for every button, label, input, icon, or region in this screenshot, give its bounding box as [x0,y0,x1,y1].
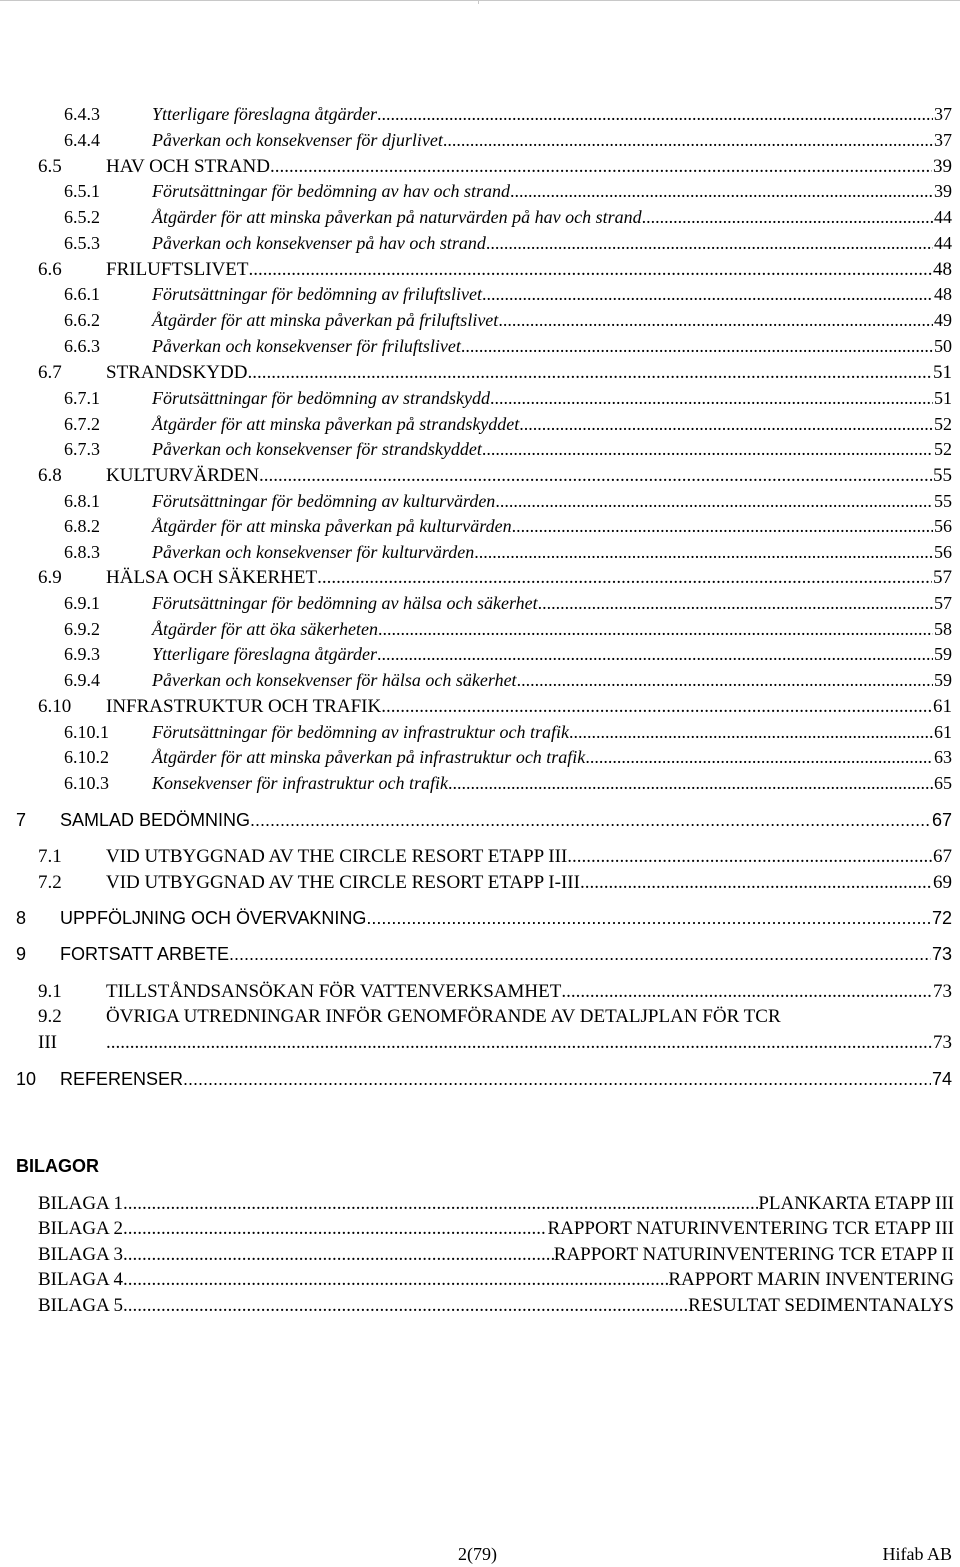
toc-label: ÖVRIGA UTREDNINGAR INFÖR GENOMFÖRANDE AV DETALJPLAN FÖR TCR [106,1006,781,1027]
toc-entry[interactable] [0,233,952,257]
toc-leader-dots [510,181,933,202]
bilaga-leader-dots [123,1269,668,1291]
toc-number: 6.4.3 [64,104,100,124]
toc-number: 6.9.3 [64,644,100,664]
toc-entry[interactable] [0,846,952,870]
toc-label: TILLSTÅNDSANSÖKAN FÖR VATTENVERKSAMHET [106,981,562,1002]
toc-number: 6.6.2 [64,310,100,330]
toc-page-number: 73 [933,981,952,1002]
toc-leader-dots [378,619,933,640]
toc-number: 6.6.1 [64,284,100,304]
toc-leader-dots [461,336,933,357]
toc-number: 6.7.1 [64,388,100,408]
toc-entry[interactable] [0,284,952,308]
toc-label: Påverkan och konsekvenser på hav och strand [152,233,486,253]
bilaga-label: BILAGA 2 [38,1218,123,1239]
top-border [0,0,960,1]
toc-number: 9.2 [38,1006,62,1027]
toc-label: REFERENSER [60,1069,184,1089]
toc-label: Påverkan och konsekvenser för strandskyddet [152,439,482,459]
toc-page-number: 37 [934,130,952,150]
bilagor-heading: BILAGOR [16,1156,99,1176]
toc-entry[interactable] [0,872,952,896]
toc-label: SAMLAD BEDÖMNING [60,810,251,830]
bilaga-entry[interactable] [38,1244,954,1268]
toc-entry[interactable] [0,619,952,643]
top-border-tick [478,0,479,4]
toc-entry[interactable] [0,388,952,412]
toc-number: 6.9.4 [64,670,100,690]
toc-entry[interactable] [0,414,952,438]
toc-leader-dots [270,156,932,178]
toc-number: 6.7.3 [64,439,100,459]
toc-leader-dots [317,567,932,589]
toc-page-number: 57 [933,567,952,588]
toc-leader-dots [247,362,932,384]
toc-number: 6.8.3 [64,542,100,562]
toc-entry-line1 [0,1006,952,1030]
toc-label: Åtgärder för att minska påverkan på kulturvärden [152,516,512,536]
bilaga-title: RESULTAT SEDIMENTANALYS [688,1295,954,1316]
toc-page-number: 73 [931,944,952,964]
toc-entry-10[interactable] [0,1069,952,1093]
toc-label: Åtgärder för att minska påverkan på naturvärden på hav och strand [152,207,642,227]
toc-number: 9.1 [38,981,62,1002]
bilaga-entry[interactable] [38,1269,954,1293]
bilaga-leader-dots [123,1244,554,1266]
toc-entry[interactable] [0,747,952,771]
toc-entry[interactable] [0,336,952,360]
toc-label: Ytterligare föreslagna åtgärder [152,644,377,664]
toc-number: 6.6.3 [64,336,100,356]
toc-label: VID UTBYGGNAD AV THE CIRCLE RESORT ETAPP I-III [106,872,580,893]
toc-label-continued: III [38,1032,57,1053]
toc-entry[interactable] [0,567,952,591]
toc-number: 6.8.2 [64,516,100,536]
toc-leader-dots [490,388,933,409]
toc-entry[interactable] [0,259,952,283]
bilaga-leader-dots [123,1295,688,1317]
toc-page-number: 52 [934,414,952,434]
toc-leader-dots [517,670,933,691]
toc-leader-dots [229,944,931,965]
bilaga-leader-dots [123,1193,758,1215]
toc-leader-dots [366,908,931,929]
toc-page-number: 61 [933,696,952,717]
toc-leader-dots [482,439,933,460]
toc-label: FORTSATT ARBETE [60,944,230,964]
toc-number: 6.10 [38,696,72,717]
toc-label: Påverkan och konsekvenser för friluftslivet [152,336,461,356]
toc-label: INFRASTRUKTUR OCH TRAFIK [106,696,382,717]
toc-leader-dots [377,104,933,125]
bilaga-title: RAPPORT NATURINVENTERING TCR ETAPP III [547,1218,954,1239]
toc-label: Förutsättningar för bedömning av hälsa och säkerhet [152,593,538,613]
toc-leader-dots [443,130,933,151]
toc-leader-dots [538,593,933,614]
toc-label: HÄLSA OCH SÄKERHET [106,567,318,588]
toc-number: 6.9.1 [64,593,100,613]
toc-number: 6.5 [38,156,62,177]
toc-number: 6.6 [38,259,62,280]
toc-number: 6.10.3 [64,773,109,793]
toc-entry[interactable] [0,670,952,694]
toc-entry-line2 [0,1032,952,1056]
footer-page-number: 2(79) [458,1544,497,1564]
toc-page-number: 44 [934,207,952,227]
toc-page-number: 63 [934,747,952,767]
toc-entry[interactable] [0,593,952,617]
toc-number: 6.8 [38,465,62,486]
bilaga-title: RAPPORT NATURINVENTERING TCR ETAPP II [553,1244,954,1265]
toc-leader-dots [474,542,933,563]
toc-number: 10 [16,1069,37,1089]
toc-leader-dots [585,747,933,768]
toc-page-number: 44 [934,233,952,253]
toc-page-number: 67 [931,810,952,830]
toc-page-number: 55 [933,465,952,486]
toc-leader-dots [106,1032,932,1054]
bilaga-label: BILAGA 5 [38,1295,123,1316]
toc-page-number: 59 [934,644,952,664]
toc-page-number: 37 [934,104,952,124]
toc-number: 7.2 [38,872,62,893]
toc-number: 7 [16,810,27,830]
toc-page-number: 39 [933,156,952,177]
bilaga-entry[interactable] [38,1193,954,1217]
bilaga-title: PLANKARTA ETAPP III [758,1193,954,1214]
toc-label: Åtgärder för att öka säkerheten [152,619,378,639]
toc-entry[interactable] [0,981,952,1005]
toc-leader-dots [482,284,933,305]
toc-label: Påverkan och konsekvenser för kulturvärden [152,542,475,562]
toc-entry[interactable] [0,362,952,386]
toc-leader-dots [381,696,932,718]
toc-entry[interactable] [0,104,952,128]
toc-leader-dots [642,207,933,228]
bilaga-entry[interactable] [38,1218,954,1242]
toc-label: Ytterligare föreslagna åtgärder [152,104,377,124]
toc-entry[interactable] [0,439,952,463]
toc-page-number: 73 [933,1032,952,1053]
toc-leader-dots [448,773,933,794]
toc-number: 6.5.3 [64,233,100,253]
toc-leader-dots [519,414,933,435]
bilaga-title: RAPPORT MARIN INVENTERING [668,1269,954,1290]
toc-page-number: 48 [933,259,952,280]
toc-label: Åtgärder för att minska påverkan på friluftslivet [152,310,499,330]
bilaga-label: BILAGA 3 [38,1244,123,1265]
toc-entry[interactable] [0,465,952,489]
toc-label: FRILUFTSLIVET [106,259,249,280]
toc-number: 6.5.2 [64,207,100,227]
toc-leader-dots [512,516,933,537]
toc-number: 6.7.2 [64,414,100,434]
toc-page-number: 57 [934,593,952,613]
toc-label: UPPFÖLJNING OCH ÖVERVAKNING [60,908,367,928]
toc-page-number: 65 [934,773,952,793]
toc-entry[interactable] [0,644,952,668]
toc-entry[interactable] [0,908,952,932]
toc-number: 7.1 [38,846,62,867]
toc-leader-dots [259,465,932,487]
toc-label: Förutsättningar för bedömning av friluftslivet [152,284,482,304]
toc-page-number: 56 [934,542,952,562]
toc-page-number: 59 [934,670,952,690]
toc-leader-dots [486,233,933,254]
toc-leader-dots [567,846,932,868]
toc-number: 8 [16,908,27,928]
toc-page-number: 69 [933,872,952,893]
footer-company: Hifab AB [882,1544,952,1564]
toc-number: 6.9.2 [64,619,100,639]
toc-leader-dots [498,310,933,331]
bilaga-label: BILAGA 1 [38,1193,123,1214]
toc-label: VID UTBYGGNAD AV THE CIRCLE RESORT ETAPP III [106,846,568,867]
toc-page-number: 52 [934,439,952,459]
toc-number: 6.4.4 [64,130,100,150]
toc-page-number: 58 [934,619,952,639]
toc-leader-dots [377,644,933,665]
toc-label: STRANDSKYDD [106,362,248,383]
toc-entry[interactable] [0,491,952,515]
bilaga-leader-dots [123,1218,547,1240]
toc-label: Konsekvenser för infrastruktur och trafik [152,773,448,793]
toc-label: Förutsättningar för bedömning av infrastruktur och trafik [152,722,569,742]
toc-leader-dots [183,1069,931,1090]
toc-entry[interactable] [0,181,952,205]
toc-leader-dots [249,259,933,281]
toc-entry[interactable] [0,156,952,180]
toc-leader-dots [561,981,932,1003]
toc-entry[interactable] [0,516,952,540]
toc-label: Åtgärder för att minska påverkan på strandskyddet [152,414,520,434]
toc-entry[interactable] [0,130,952,154]
toc-entry[interactable] [0,773,952,797]
toc-page-number: 49 [934,310,952,330]
toc-label: Åtgärder för att minska påverkan på infrastruktur och trafik [152,747,586,767]
bilaga-label: BILAGA 4 [38,1269,123,1290]
toc-page-number: 39 [934,181,952,201]
toc-page-number: 67 [933,846,952,867]
toc-leader-dots [569,722,933,743]
toc-page-number: 50 [934,336,952,356]
toc-entry[interactable] [0,310,952,334]
toc-page-number: 55 [934,491,952,511]
toc-number: 6.10.1 [64,722,109,742]
toc-label: Förutsättningar för bedömning av hav och strand [152,181,510,201]
toc-leader-dots [250,810,931,831]
toc-page-number: 51 [933,362,952,383]
toc-entry[interactable] [0,810,952,834]
toc-entry[interactable] [0,696,952,720]
toc-number: 6.9 [38,567,62,588]
toc-entry[interactable] [0,207,952,231]
toc-number: 6.10.2 [64,747,109,767]
toc-page-number: 74 [931,1069,952,1089]
toc-page-number: 72 [931,908,952,928]
toc-page-number: 61 [934,722,952,742]
toc-entry[interactable] [0,542,952,566]
toc-number: 6.8.1 [64,491,100,511]
toc-leader-dots [580,872,932,894]
toc-label: Påverkan och konsekvenser för djurlivet [152,130,443,150]
toc-number: 9 [16,944,27,964]
toc-page-number: 48 [934,284,952,304]
toc-number: 6.7 [38,362,62,383]
toc-page-number: 56 [934,516,952,536]
toc-label: Påverkan och konsekvenser för hälsa och säkerhet [152,670,517,690]
toc-number: 6.5.1 [64,181,100,201]
bilaga-entry[interactable] [38,1295,954,1319]
toc-entry[interactable] [0,722,952,746]
toc-label: KULTURVÄRDEN [106,465,259,486]
toc-label: HAV OCH STRAND [106,156,270,177]
toc-label: Förutsättningar för bedömning av strandskydd [152,388,490,408]
toc-page-number: 51 [934,388,952,408]
toc-label: Förutsättningar för bedömning av kulturvärden [152,491,496,511]
toc-leader-dots [495,491,933,512]
toc-entry[interactable] [0,944,952,968]
